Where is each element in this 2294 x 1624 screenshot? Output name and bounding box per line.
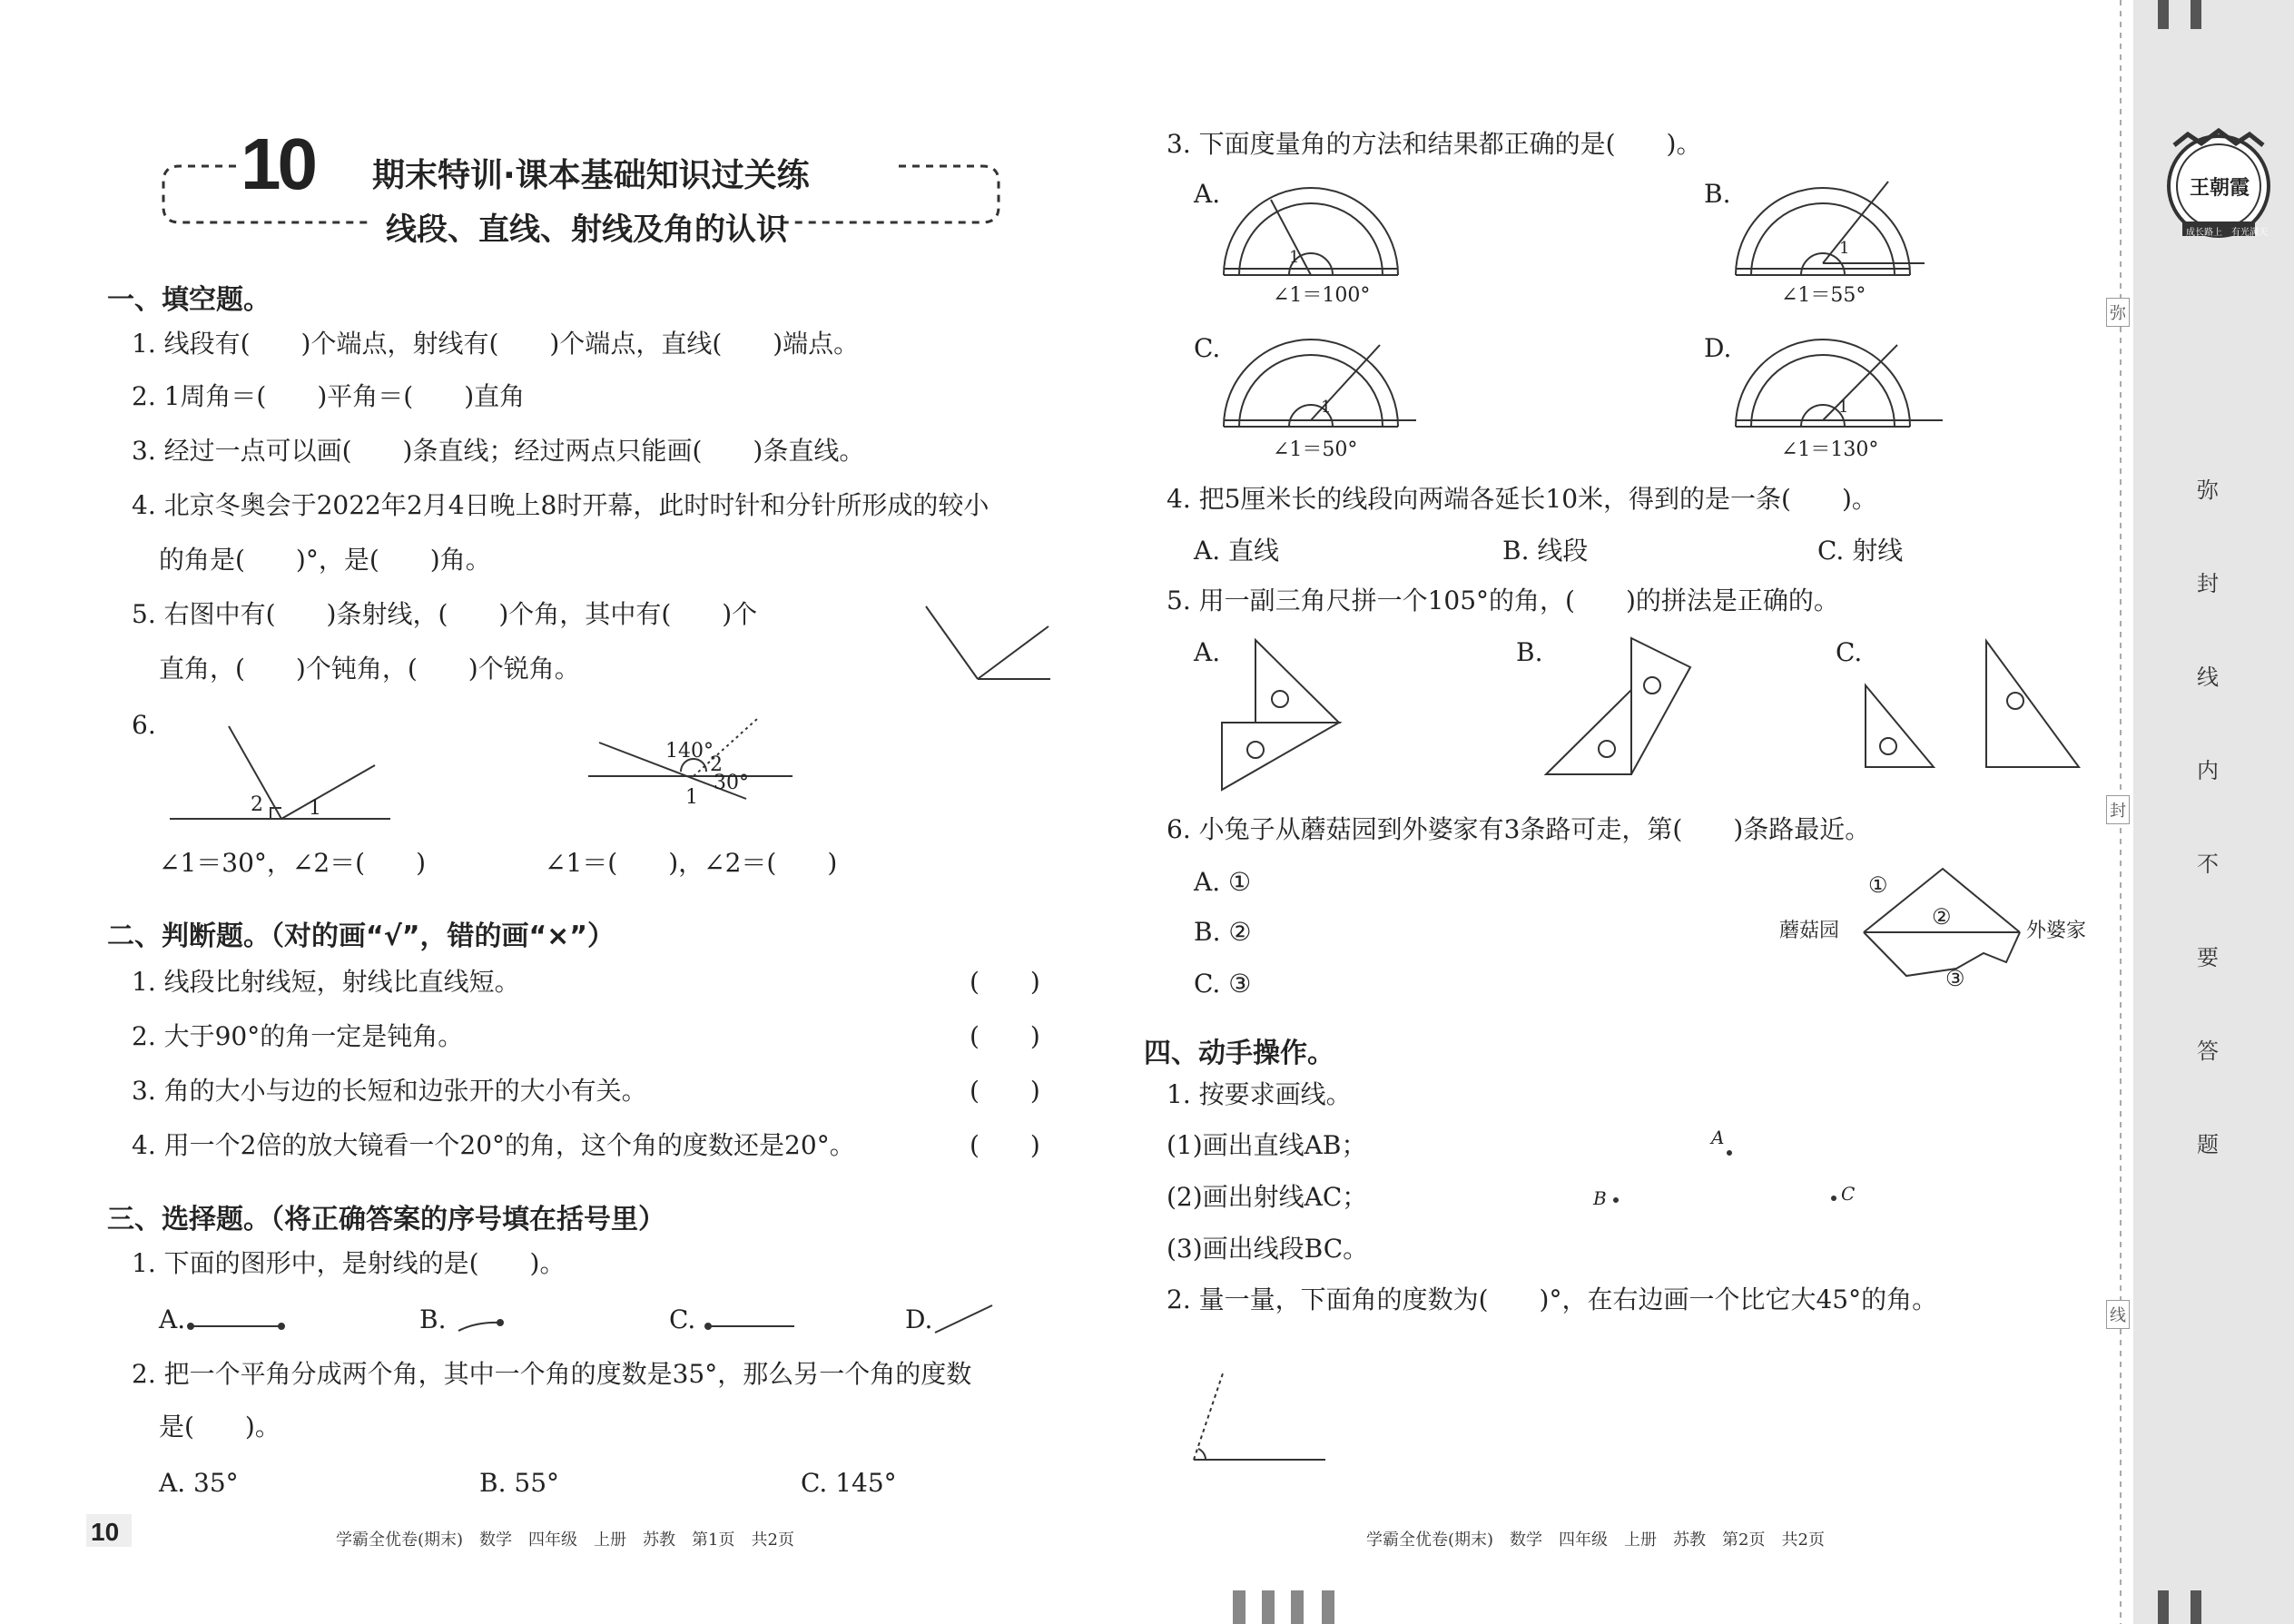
logo-text: 王朝霞 (2190, 176, 2250, 200)
s3-q3-caption-a: ∠1＝100° (1273, 284, 1371, 307)
s3-q5-opt-b[interactable]: B. (1516, 637, 1543, 667)
page-title: 期末特训·课本基础知识过关练 (372, 157, 810, 194)
s1-q3: 3. 经过一点可以画( )条直线；经过两点只能画( )条直线。 (132, 436, 865, 466)
s2-paren-1[interactable]: ( ) (970, 967, 1040, 997)
s2-item-3: 3. 角的大小与边的长短和边张开的大小有关。 (132, 1076, 647, 1106)
s3-q2-opt-b[interactable]: B. 55° (479, 1468, 560, 1498)
protractor-mark-d: 1 (1838, 398, 1849, 417)
s3-q5-opt-a[interactable]: A. (1194, 637, 1221, 667)
s3-q4-opt-c[interactable]: C. 射线 (1817, 536, 1904, 566)
logo-slogan: 成长路上 有光满天 (2186, 228, 2268, 238)
map-route-3: ③ (1945, 966, 1965, 991)
q1-options-lines (188, 1305, 992, 1333)
q6-fig2-label-2: 2 (710, 753, 723, 776)
s1-q6-number: 6. (132, 710, 156, 740)
s3-q4: 4. 把5厘米长的线段向两端各延长10米，得到的是一条( )。 (1167, 484, 1877, 514)
notice-char-1: 弥 (2197, 477, 2219, 503)
footer-left: 学霸全优卷(期末) 数学 四年级 上册 苏教 第1页 共2页 (336, 1530, 794, 1550)
s1-q1: 1. 线段有( )个端点，射线有( )个端点，直线( )端点。 (132, 329, 860, 359)
s4-q2: 2. 量一量，下面角的度数为( )°，在右边画一个比它大45°的角。 (1167, 1284, 1938, 1314)
s3-q5-opt-c[interactable]: C. (1836, 637, 1863, 667)
protractor-mark-b: 1 (1839, 239, 1850, 258)
point-c-label: C (1841, 1183, 1856, 1205)
s3-q1: 1. 下面的图形中，是射线的是( )。 (132, 1248, 566, 1278)
unit-number: 10 (241, 123, 314, 204)
s3-q4-opt-a[interactable]: A. 直线 (1194, 536, 1280, 566)
q6-figure-1 (170, 726, 390, 819)
point-b-label: B (1593, 1187, 1607, 1209)
protractor-mark-a: 1 (1289, 248, 1300, 267)
seal-box-mid: 封 (2106, 795, 2130, 824)
q6-fig2-label-1: 1 (685, 786, 698, 809)
s4-q1: 1. 按要求画线。 (1167, 1079, 1352, 1109)
s3-q3-caption-b: ∠1＝55° (1781, 284, 1866, 307)
s3-q3-caption-c: ∠1＝50° (1273, 438, 1358, 461)
map-from-label: 蘑菇园 (1779, 920, 1840, 942)
notice-char-6: 要 (2197, 945, 2219, 970)
point-a-label: A (1711, 1127, 1725, 1148)
notice-char-3: 线 (2197, 664, 2219, 690)
seal-box-bottom: 线 (2106, 1300, 2130, 1329)
seal-box-top: 弥 (2106, 298, 2130, 327)
map-route-2: ② (1932, 904, 1952, 930)
section2-heading: 二、判断题。（对的画“√”，错的画“×”） (107, 920, 615, 952)
notice-char-5: 不 (2197, 851, 2219, 877)
s3-q1-opt-c[interactable]: C. (669, 1304, 696, 1334)
s1-q5-line1: 5. 右图中有( )条射线，( )个角，其中有( )个 (132, 599, 758, 629)
s2-item-1: 1. 线段比射线短，射线比直线短。 (132, 967, 520, 997)
protractor-A (1224, 188, 1398, 275)
s3-q3: 3. 下面度量角的方法和结果都正确的是( )。 (1167, 129, 1702, 159)
s1-q5-line2: 直角，( )个钝角，( )个锐角。 (159, 654, 580, 684)
s3-q6-opt-b[interactable]: B. ② (1194, 917, 1252, 947)
s3-q3-opt-a[interactable]: A. (1194, 179, 1221, 209)
protractor-C (1224, 340, 1416, 427)
page-badge: 10 (91, 1518, 120, 1546)
s3-q3-opt-d[interactable]: D. (1704, 333, 1732, 363)
s1-q4-line1: 4. 北京冬奥会于2022年2月4日晚上8时开幕，此时时针和分针所形成的较小 (132, 490, 989, 520)
s2-paren-3[interactable]: ( ) (970, 1076, 1040, 1106)
s3-q2-opt-a[interactable]: A. 35° (159, 1468, 239, 1498)
s3-q2-line1: 2. 把一个平角分成两个角，其中一个角的度数是35°，那么另一个角的度数 (132, 1359, 972, 1389)
footer-right: 学霸全优卷(期末) 数学 四年级 上册 苏教 第2页 共2页 (1366, 1530, 1825, 1550)
s1-q4-line2: 的角是( )°，是( )角。 (159, 545, 491, 575)
s2-paren-4[interactable]: ( ) (970, 1130, 1040, 1160)
q6-fig1-label-1: 1 (309, 797, 321, 820)
notice-char-7: 答 (2197, 1038, 2219, 1064)
s3-q4-opt-b[interactable]: B. 线段 (1502, 536, 1589, 566)
q5-figure (926, 606, 1050, 679)
s4-q1-b: (2)画出射线AC； (1167, 1182, 1368, 1212)
s3-q1-opt-a[interactable]: A. (159, 1304, 186, 1334)
triangles-B (1546, 638, 1690, 774)
protractor-B (1736, 182, 1925, 275)
s3-q1-opt-b[interactable]: B. (419, 1304, 447, 1334)
s2-paren-2[interactable]: ( ) (970, 1021, 1040, 1051)
q6-fig2-label-140: 140° (665, 740, 714, 763)
map-to-label: 外婆家 (2026, 920, 2087, 942)
map-route-1: ① (1868, 872, 1888, 898)
section3-heading: 三、选择题。（将正确答案的序号填在括号里） (107, 1204, 665, 1235)
s3-q1-opt-d[interactable]: D. (905, 1304, 933, 1334)
s3-q3-opt-c[interactable]: C. (1194, 333, 1221, 363)
protractor-mark-c: 1 (1321, 398, 1332, 417)
notice-char-4: 内 (2197, 758, 2219, 783)
s2-item-2: 2. 大于90°的角一定是钝角。 (132, 1021, 464, 1051)
s2-item-4: 4. 用一个2倍的放大镜看一个20°的角，这个角的度数还是20°。 (132, 1130, 855, 1160)
q6-answer-2: ∠1＝( )，∠2＝( ) (545, 848, 838, 878)
triangles-A (1222, 640, 1339, 790)
s4-q1-a: (1)画出直线AB； (1167, 1130, 1367, 1160)
s3-q3-caption-d: ∠1＝130° (1781, 438, 1879, 461)
sidebar-strip (2133, 0, 2294, 1624)
s4-q1-c: (3)画出线段BC。 (1167, 1234, 1369, 1264)
q6-fig2-label-30: 30° (714, 772, 749, 794)
s1-q2: 2. 1周角＝( )平角＝( )直角 (132, 381, 526, 411)
s3-q6: 6. 小兔子从蘑菇园到外婆家有3条路可走，第( )条路最近。 (1167, 814, 1871, 844)
q6-fig1-label-2: 2 (251, 793, 263, 816)
s3-q6-opt-c[interactable]: C. ③ (1194, 969, 1252, 999)
page-subtitle: 线段、直线、射线及角的认识 (386, 212, 787, 248)
measure-angle (1194, 1371, 1325, 1460)
s3-q2-line2: 是( )。 (159, 1412, 281, 1442)
triangles-C (1866, 641, 2079, 767)
notice-char-2: 封 (2197, 571, 2219, 596)
q6-answer-1: ∠1＝30°，∠2＝( ) (159, 848, 427, 878)
s3-q5: 5. 用一副三角尺拼一个105°的角，( )的拼法是正确的。 (1167, 586, 1839, 615)
section4-heading: 四、动手操作。 (1144, 1038, 1334, 1069)
s3-q3-opt-b[interactable]: B. (1704, 179, 1731, 209)
notice-char-8: 题 (2197, 1132, 2219, 1157)
s3-q2-opt-c[interactable]: C. 145° (801, 1468, 897, 1498)
section1-heading: 一、填空题。 (107, 284, 271, 316)
s3-q6-opt-a[interactable]: A. ① (1194, 867, 1252, 897)
draw-points (1613, 1150, 1836, 1203)
